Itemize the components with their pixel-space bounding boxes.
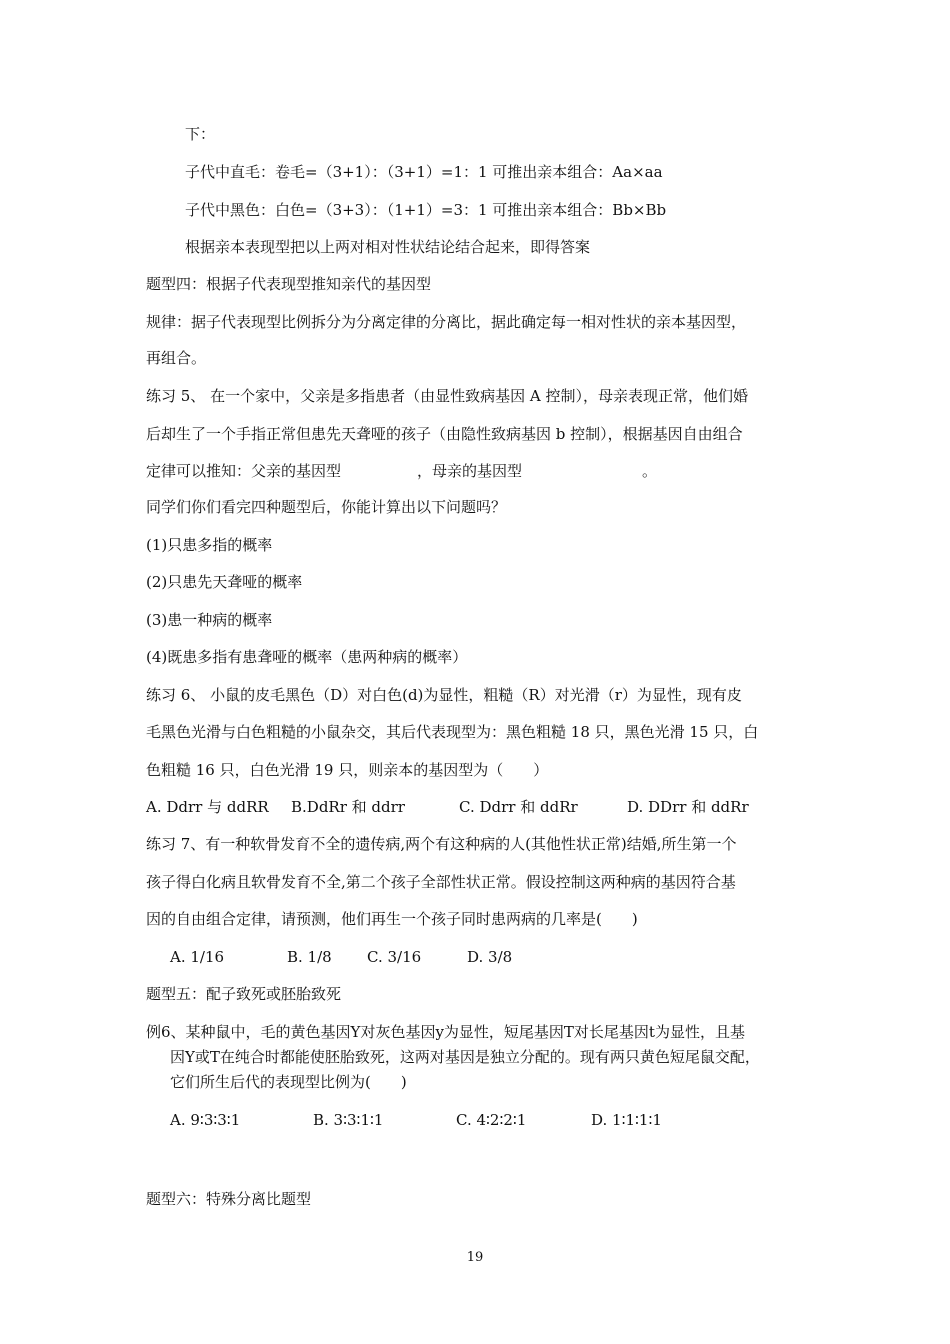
text-line: 练习 5、 在一个家中，父亲是多指患者（由显性致病基因 A 控制），母亲表现正常，他们婚 (146, 387, 748, 405)
list-item: (1)只患多指的概率 (146, 536, 273, 554)
text-segment: 定律可以推知：父亲的基因型 (146, 462, 342, 480)
text-line: 它们所生后代的表现型比例为( ) (170, 1073, 407, 1091)
section-heading: 题型六：特殊分离比题型 (146, 1190, 312, 1208)
option: A. 1/16 (170, 948, 225, 966)
text-line: 练习 6、 小鼠的皮毛黑色（D）对白色(d)为显性，粗糙（R）对光滑（r）为显性，现有皮 (146, 686, 742, 704)
text-line: 子代中直毛：卷毛=（3+1）：（3+1）=1：1 可推出亲本组合：Aa×aa (185, 163, 663, 181)
answer-options (146, 796, 749, 818)
answer-options (170, 946, 512, 968)
text-line: 毛黑色光滑与白色粗糙的小鼠杂交，其后代表现型为：黑色粗糙 18 只，黑色光滑 15 只，白 (146, 723, 759, 741)
text-line: 同学们你们看完四种题型后，你能计算出以下问题吗？ (146, 498, 507, 516)
text-line-with-blanks (146, 460, 657, 482)
option: A. 9∶3∶3∶1 (170, 1111, 241, 1129)
option: D. DDrr 和 ddRr (627, 798, 749, 816)
option: B. 1/8 (287, 948, 332, 966)
option: C. 3/16 (367, 948, 422, 966)
text-line: 再组合。 (146, 349, 207, 367)
text-line: 子代中黑色：白色=（3+3）：（1+1）=3：1 可推出亲本组合：Bb×Bb (185, 201, 667, 219)
list-item: (4)既患多指有患聋哑的概率（患两种病的概率） (146, 648, 468, 666)
text-line: 规律：据子代表现型比例拆分为分离定律的分离比，据此确定每一相对性状的亲本基因型， (146, 313, 747, 331)
text-segment: 。 (642, 462, 658, 480)
option: C. 4∶2∶2∶1 (456, 1111, 527, 1129)
text-segment: ，母亲的基因型 (417, 462, 523, 480)
text-line: 练习 7、有一种软骨发育不全的遗传病,两个有这种病的人(其他性状正常)结婚,所生第一个 (146, 835, 737, 853)
text-line: 孩子得白化病且软骨发育不全,第二个孩子全部性状正常。假设控制这两种病的基因符合基 (146, 873, 736, 891)
text-line: 后却生了一个手指正常但患先天聋哑的孩子（由隐性致病基因 b 控制），根据基因自由组合 (146, 425, 743, 443)
option: B. 3∶3∶1∶1 (313, 1111, 384, 1129)
text-line: 根据亲本表现型把以上两对相对性状结论结合起来，即得答案 (185, 238, 591, 256)
option: C. Ddrr 和 ddRr (459, 798, 578, 816)
option: A. Ddrr 与 ddRR (146, 798, 269, 816)
option: D. 1∶1∶1∶1 (591, 1111, 662, 1129)
text-line: 例6、某种鼠中，毛的黄色基因Y对灰色基因y为显性，短尾基因T对长尾基因t为显性，且基 (146, 1023, 745, 1041)
text-line: 因的自由组合定律，请预测，他们再生一个孩子同时患两病的几率是( ) (146, 910, 638, 928)
section-heading: 题型四：根据子代表现型推知亲代的基因型 (146, 275, 432, 293)
text-line: 下： (185, 125, 216, 143)
list-item: (2)只患先天聋哑的概率 (146, 573, 303, 591)
list-item: (3)患一种病的概率 (146, 611, 273, 629)
option: D. 3/8 (467, 948, 513, 966)
page-number: 19 (466, 1250, 484, 1265)
text-line: 因Y或T在纯合时都能使胚胎致死，这两对基因是独立分配的。现有两只黄色短尾鼠交配， (170, 1048, 760, 1066)
option: B.DdRr 和 ddrr (291, 798, 405, 816)
answer-options (170, 1109, 662, 1131)
section-heading: 题型五：配子致死或胚胎致死 (146, 985, 342, 1003)
text-line: 色粗糙 16 只，白色光滑 19 只，则亲本的基因型为（ ） (146, 761, 549, 779)
